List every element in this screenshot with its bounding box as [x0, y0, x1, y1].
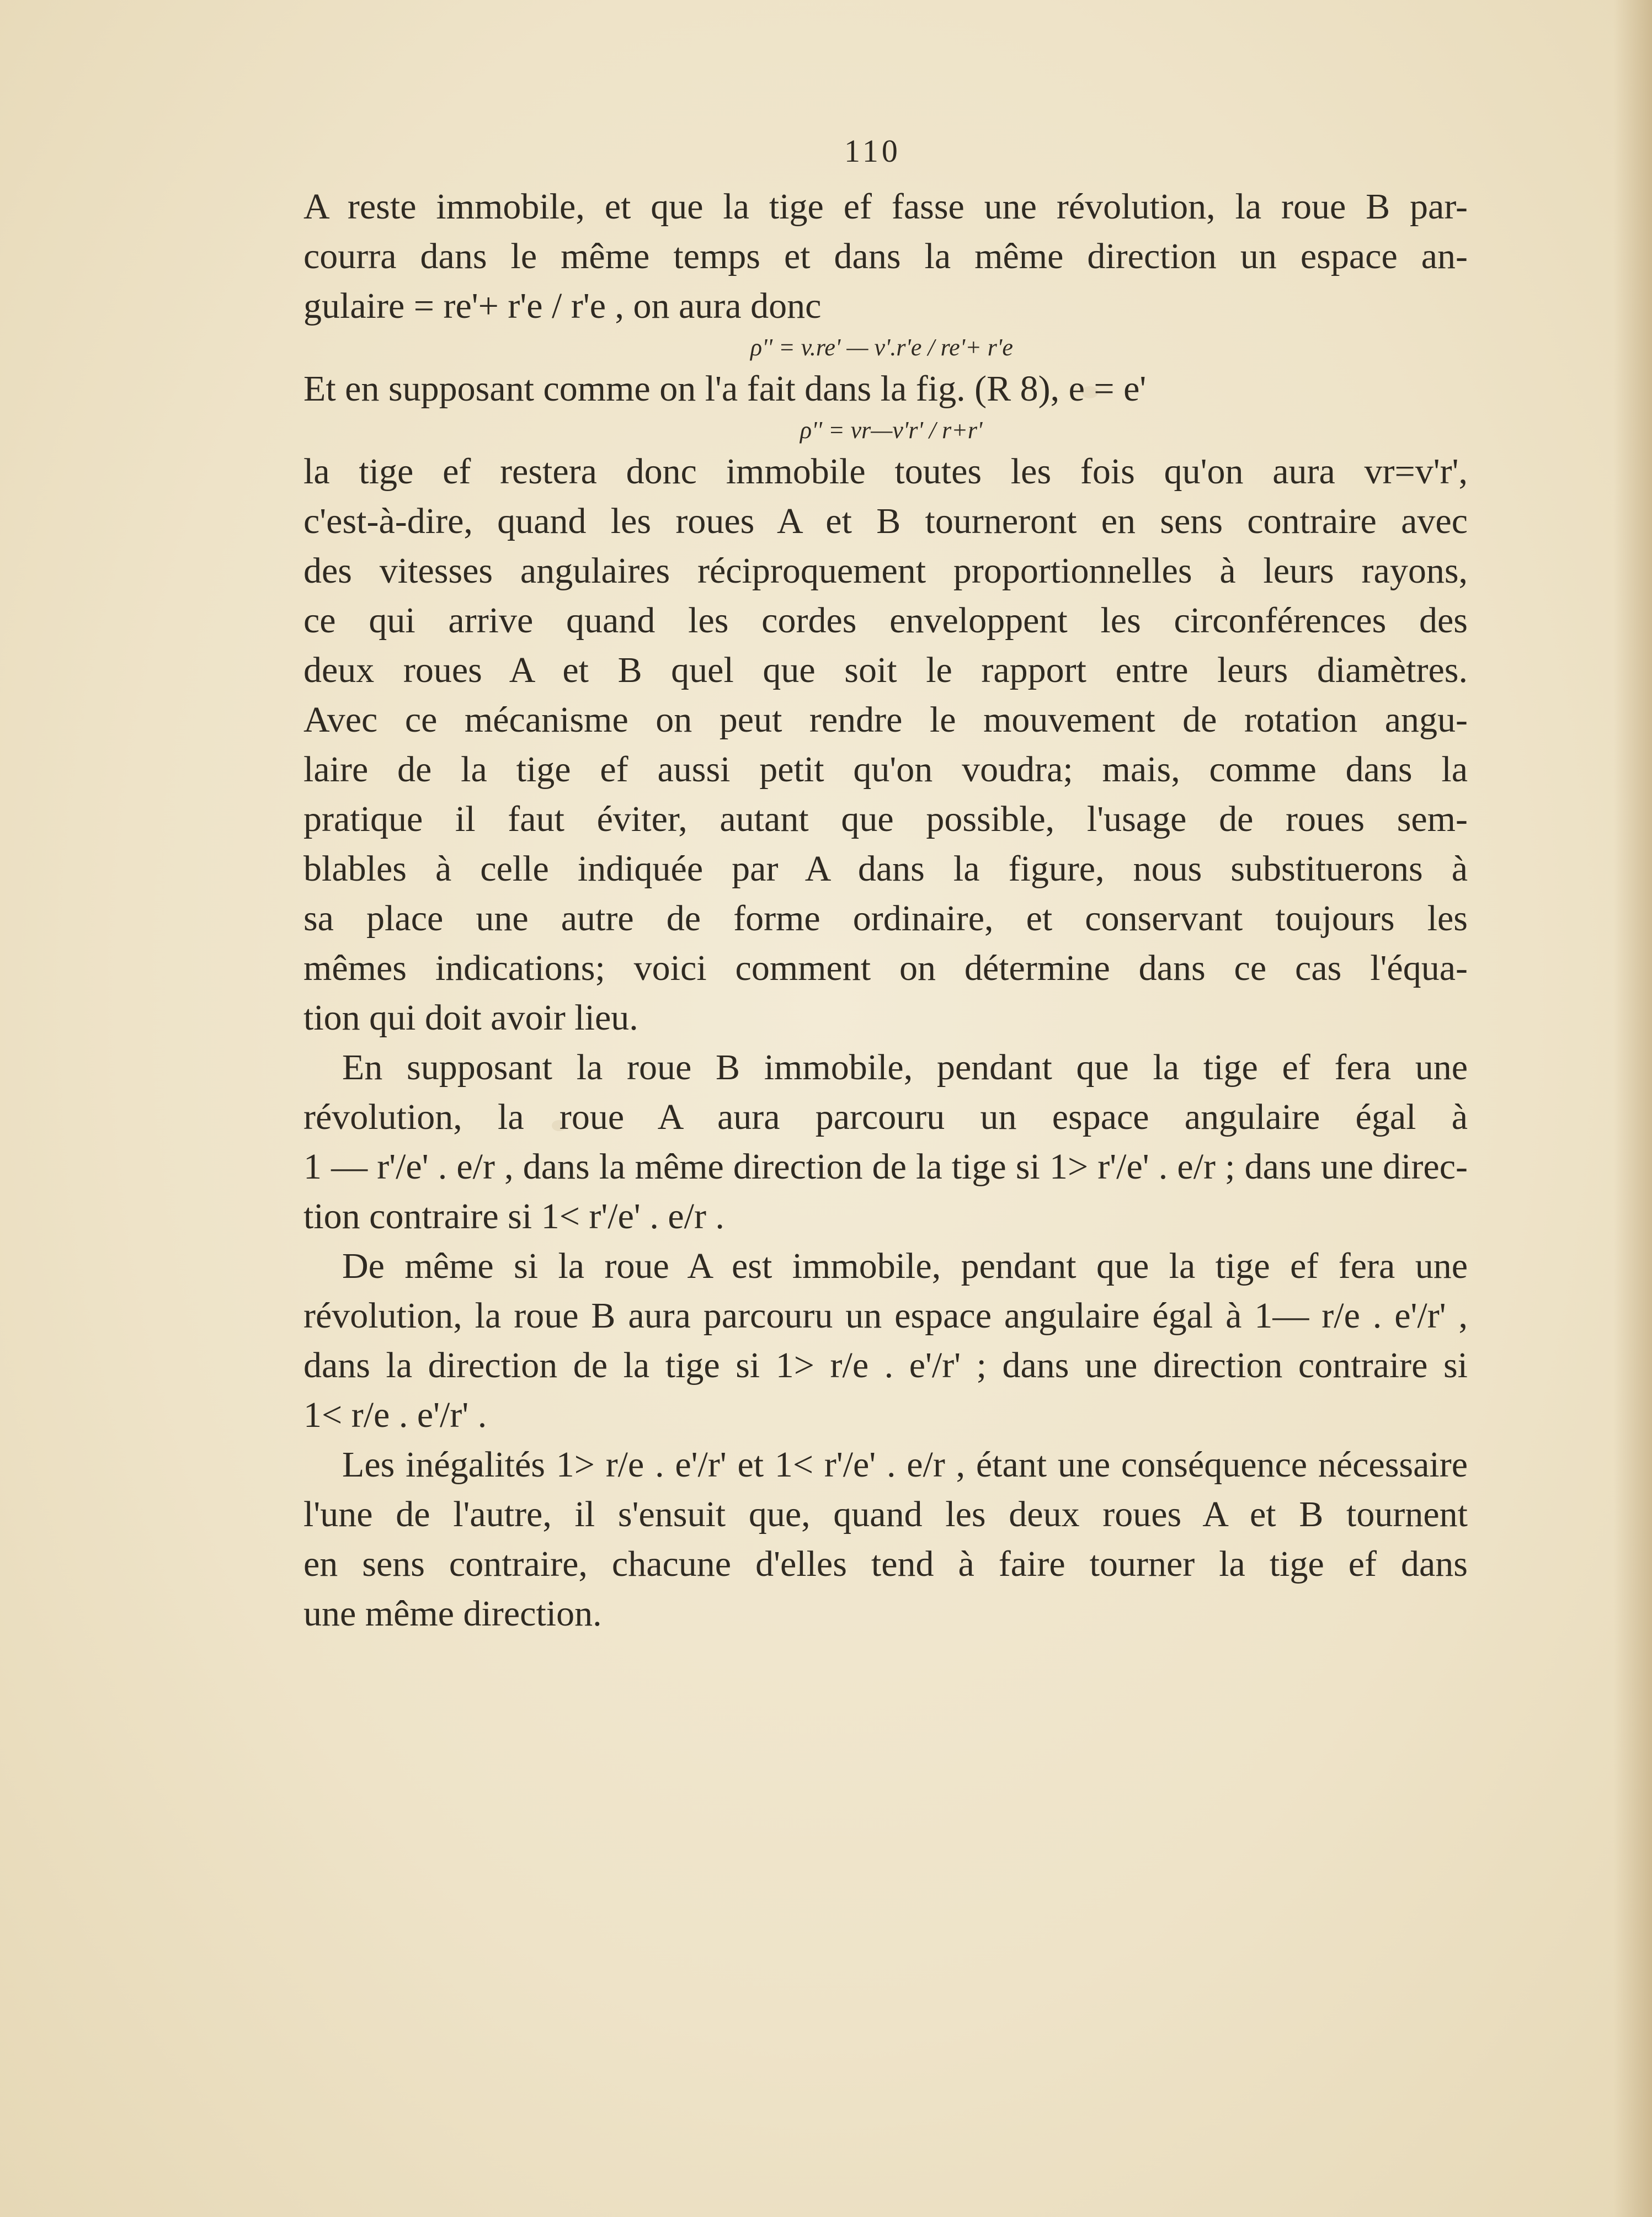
- formula-line: ρ'' = vr—v'r' / r+r': [800, 417, 983, 444]
- text-line: deux roues A et B quel que soit le rapport entre leurs diamètres.: [303, 650, 1468, 690]
- formula-line: ρ'' = v.re' — v'.r'e / re'+ r'e: [750, 334, 1013, 361]
- page-edge-shadow: [1613, 0, 1652, 2217]
- text-line: des vitesses angulaires réciproquement proportionnelles à leurs rayons,: [303, 551, 1468, 591]
- text-line: A reste immobile, et que la tige ef fasse une révolution, la roue B par-: [303, 186, 1468, 227]
- text-line: dans la direction de la tige si 1> r/e . e'/r' ; dans une direction contraire si: [303, 1345, 1468, 1385]
- text-line: révolution, la roue A aura parcouru un espace angulaire égal à: [303, 1097, 1468, 1137]
- text-line: c'est-à-dire, quand les roues A et B tourneront en sens contraire avec: [303, 501, 1468, 541]
- text-line: Et en supposant comme on l'a fait dans la fig. (R 8), e = e': [303, 369, 1147, 409]
- text-line: En supposant la roue B immobile, pendant que la tige ef fera une: [342, 1047, 1468, 1088]
- text-line: pratique il faut éviter, autant que possible, l'usage de roues sem-: [303, 799, 1468, 839]
- page-number: 110: [844, 133, 901, 169]
- text-line: De même si la roue A est immobile, pendant que la tige ef fera une: [342, 1246, 1468, 1286]
- text-line: mêmes indications; voici comment on détermine dans ce cas l'équa-: [303, 948, 1468, 988]
- body-text: [303, 182, 1468, 1639]
- text-line: tion qui doit avoir lieu.: [303, 998, 638, 1038]
- text-line: ce qui arrive quand les cordes enveloppent les circonférences des: [303, 600, 1468, 641]
- text-line: 1< r/e . e'/r' .: [303, 1395, 487, 1435]
- text-line: sa place une autre de forme ordinaire, et conservant toujours les: [303, 898, 1468, 939]
- text-line: révolution, la roue B aura parcouru un espace angulaire égal à 1— r/e . e'/r' ,: [303, 1296, 1468, 1336]
- text-line: courra dans le même temps et dans la même direction un espace an-: [303, 236, 1468, 276]
- text-line: gulaire = re'+ r'e / r'e , on aura donc: [303, 286, 822, 326]
- text-line: 1 — r'/e' . e/r , dans la même direction de la tige si 1> r'/e' . e/r ; dans une direc-: [303, 1147, 1468, 1187]
- text-line: la tige ef restera donc immobile toutes les fois qu'on aura vr=v'r',: [303, 451, 1468, 492]
- text-line: Les inégalités 1> r/e . e'/r' et 1< r'/e' . e/r , étant une conséquence nécessaire: [342, 1445, 1468, 1485]
- text-line: tion contraire si 1< r'/e' . e/r .: [303, 1196, 724, 1237]
- text-line: blables à celle indiquée par A dans la figure, nous substituerons à: [303, 849, 1468, 889]
- text-line: l'une de l'autre, il s'ensuit que, quand les deux roues A et B tournent: [303, 1494, 1468, 1534]
- text-line: laire de la tige ef aussi petit qu'on voudra; mais, comme dans la: [303, 749, 1468, 790]
- text-line: une même direction.: [303, 1594, 602, 1634]
- text-line: Avec ce mécanisme on peut rendre le mouvement de rotation angu-: [303, 700, 1468, 740]
- text-line: en sens contraire, chacune d'elles tend à faire tourner la tige ef dans: [303, 1544, 1468, 1584]
